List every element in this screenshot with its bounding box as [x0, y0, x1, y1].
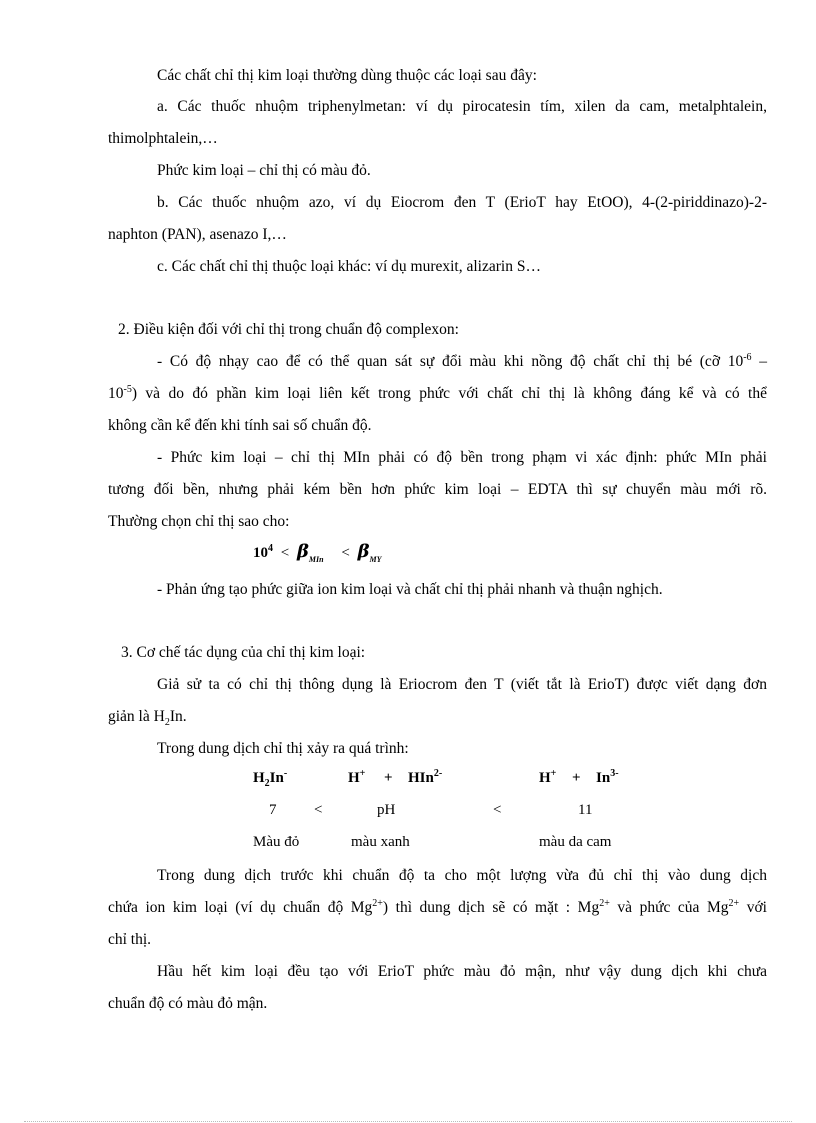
condition-2-line-3: Thường chọn chỉ thị sao cho: [108, 513, 290, 530]
ph-label: pH [377, 802, 396, 818]
color-orange: màu da cam [539, 834, 612, 850]
mechanism-process-intro: Trong dung dịch chỉ thị xảy ra quá trình: [157, 740, 409, 757]
mechanism-para-3-line-3: chỉ thị. [108, 931, 152, 948]
ph-lt-1: < [314, 802, 323, 818]
paragraph-type-a: a. Các thuốc nhuộm triphenylmetan: ví dụ pirocatesin tím, xilen da cam, metalphtalein, [157, 98, 767, 115]
paragraph-intro: Các chất chỉ thị kim loại thường dùng thuộc các loại sau đây: [157, 67, 537, 84]
ph-lower: 7 [269, 802, 277, 818]
ph-lt-2: < [493, 802, 502, 818]
paragraph-type-b: b. Các thuốc nhuộm azo, ví dụ Eiocrom đen T (ErioT hay EtOO), 4-(2-piriddinazo)-2- [157, 194, 767, 211]
mechanism-para-3-line-1: Trong dung dịch trước khi chuẩn độ ta cho một lượng vừa đủ chỉ thị vào dung dịch [157, 867, 767, 884]
paragraph-type-a-cont: thimolphtalein,… [108, 130, 218, 147]
species-h-plus-2: H+ [539, 768, 557, 786]
plus-sign-2: + [572, 770, 581, 786]
condition-1-line-2: $10^{-5}$) và do đó phần kim loại liên kết trong phức với chất chỉ thị là không đáng kể và có thể [108, 383, 767, 402]
condition-2-line-2: tương đối bền, nhưng phải kém bền hơn phức kim loại – EDTA thì sự chuyển màu mới rõ. [108, 481, 767, 498]
ph-upper: 11 [578, 802, 593, 818]
color-red: Màu đỏ [253, 834, 300, 850]
paragraph-type-c: c. Các chất chỉ thị thuộc loại khác: ví dụ murexit, alizarin S… [157, 258, 541, 275]
mechanism-para-4-line-1: Hầu hết kim loại đều tạo với ErioT phức màu đỏ mận, như vậy dung dịch khi chưa [157, 963, 767, 980]
condition-2-line-1: - Phức kim loại – chỉ thị MIn phải có độ bền trong phạm vi xác định: phức MIn phải [157, 449, 767, 466]
condition-3: - Phản ứng tạo phức giữa ion kim loại và chất chỉ thị phải nhanh và thuận nghịch. [157, 581, 663, 598]
plus-sign-1: + [384, 770, 393, 786]
species-in3: $In^{3-}$ [596, 768, 619, 786]
color-blue: màu xanh [351, 834, 410, 850]
paragraph-type-b-cont: naphton (PAN), asenazo I,… [108, 226, 287, 243]
stability-inequality: $10^4 < \beta_{MIn} < \beta_{MY}$ [253, 541, 382, 564]
mechanism-para-3-line-2: chứa ion kim loại (ví dụ chuẩn độ $Mg^{2+}$) thì dung dịch sẽ có mặt : $Mg^{2+}$ và phức của $Mg^{2+}$ với [108, 897, 767, 916]
mechanism-line-2: giản là $H_2In$. [108, 708, 187, 729]
condition-1-line-1: - Có độ nhạy cao để có thể quan sát sự đổi màu khi nồng độ chất chỉ thị bé (cỡ $10^{-6}$ – [157, 351, 767, 370]
paragraph-complex-color: Phức kim loại – chỉ thị có màu đỏ. [157, 162, 371, 179]
page-bottom-divider [24, 1121, 792, 1122]
section-heading-2: 2. Điều kiện đối với chỉ thị trong chuẩn độ complexon: [118, 321, 459, 338]
species-h2in: $H_2In^-$ [253, 768, 288, 789]
mechanism-para-4-line-2: chuẩn độ có màu đỏ mận. [108, 995, 268, 1012]
species-h-plus-1: H+ [348, 768, 366, 786]
condition-1-line-3: không cần kể đến khi tính sai số chuẩn độ. [108, 417, 372, 434]
section-heading-3: 3. Cơ chế tác dụng của chỉ thị kim loại: [121, 644, 366, 661]
mechanism-line-1: Giả sử ta có chỉ thị thông dụng là Eriocrom đen T (viết tắt là ErioT) được viết dạng đơn [157, 676, 767, 693]
species-hin2: HIn$^{2-}$ [408, 768, 443, 786]
